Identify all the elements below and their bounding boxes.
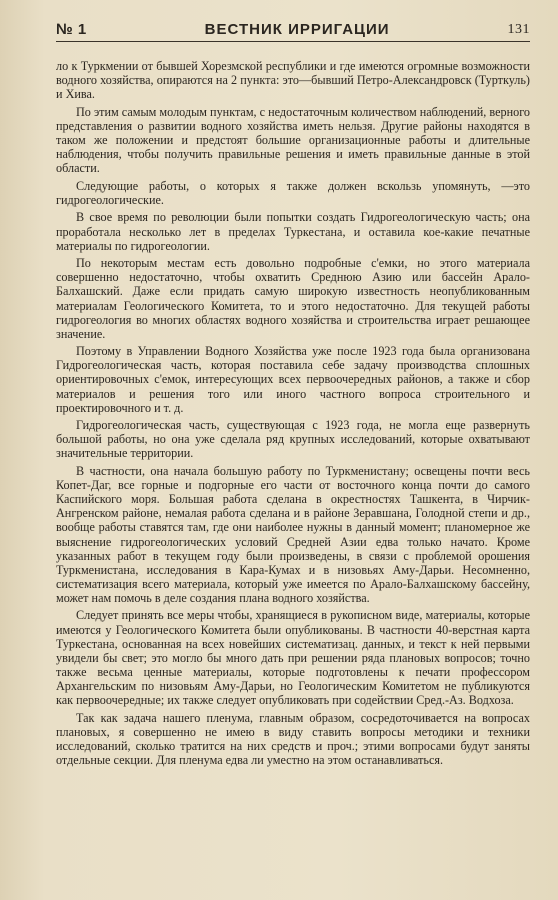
paragraph-5: По некоторым местам есть довольно подробные с'емки, но этого материала совершенно недостаточно, чтобы охватить Среднюю Азию или бассейн Арало-Балхашский. Даже если придать самую широкую известность неопубликованным материалам Геологического Комитета, то и этого недостаточно. Для текущей работы гидрогеология во многих областях водного хозяйства и строительства играет решающее значение.	[56, 256, 530, 341]
issue-number: № 1	[56, 21, 87, 38]
paragraph-4: В свое время по революции были попытки создать Гидрогеологическую часть; она проработала несколько лет в пределах Туркестана, и оставила кое-какие печатные материалы по гидрогеологии.	[56, 210, 530, 253]
running-header	[56, 0, 530, 42]
article-body	[56, 42, 530, 767]
journal-title: ВЕСТНИК ИРРИГАЦИИ	[204, 21, 390, 38]
paragraph-3: Следующие работы, о которых я также должен вскользь упомянуть, —это гидрогеологические.	[56, 178, 530, 207]
paragraph-8: В частности, она начала большую работу по Туркменистану; освещены почти весь Копет-Даг, все горные и подгорные его части от восточного конца почти до самого Каспийского моря. Большая работа сделана в окрестностях Ташкента, в Чирчик-Ангренском районе, немалая работа сделана и в районе Зеравшана, Голодной степи и др., вообще работы ставятся там, где они наиболее нужны в данный момент; планомерное же выяснение гидрогеологических условий Средней Азии едва только начато. Кроме указанных работ в текущем году были произведены, в связи с проблемой орошения Туркменистана, исследования в Кара-Кумах и в низовьях Аму-Дарьи. Несомненно, систематизация всего материала, который уже имеется по Арало-Балхашскому бассейну, может нам помочь в деле создания плана водного хозяйства.	[56, 464, 530, 605]
paragraph-10: Так как задача нашего пленума, главным образом, сосредоточивается на вопросах плановых, я совершенно не имею в виду ставить вопросы методики и техники исследований, сколько тратится на них средств и проч.; этими вопросами будут заняты отдельные секции. Для пленума едва ли уместно на этом останавливаться.	[56, 710, 530, 767]
page-number: 131	[507, 22, 530, 37]
paragraph-7: Гидрогеологическая часть, существующая с 1923 года, не могла еще развернуть большой работы, но она уже сделала ряд крупных исследований, которые охватывают значительные территории.	[56, 418, 530, 461]
paragraph-2: По этим самым молодым пунктам, с недостаточным количеством наблюдений, верного представления о развитии водного хозяйства иметь нельзя. Другие районы находятся в таком же положении и предстоят большие организационные работы и длительные наблюдения, чтобы получить правильные решения и иметь правильные данные в этой области.	[56, 104, 530, 176]
paragraph-6: Поэтому в Управлении Водного Хозяйства уже после 1923 года была организована Гидрогеологическая часть, которая поставила себе задачу производства сплошных ориентировочных с'емок, интересующих всех первоочередных районов, а также и сбор материалов и решения того или иного частного вопроса строительного и проектировочного и т. д.	[56, 344, 530, 415]
paragraph-1: ло к Туркмении от бывшей Хорезмской республики и где имеются огромные возможности водного хозяйства, опираются на 2 пункта: это—бывший Петро-Александровск (Турткуль) и Хива.	[56, 59, 530, 102]
paragraph-9: Следует принять все меры чтобы, хранящиеся в рукописном виде, материалы, которые имеются у Геологического Комитета были опубликованы. В частности 40-верстная карта Туркестана, основанная на всех новейших систематизац. данных, и текст к ней первыми увидели бы свет; это могло бы много дать при решении ряда плановых вопросов; точно также весьма ценные материалы, которые подготовлены к печати профессором Архангельским по низовьям Аму-Дарьи, но Геологическим Комитетом не публикуются как первоочередные; их также следует опубликовать при содействии Сред.-Аз. Водхоза.	[56, 608, 530, 708]
